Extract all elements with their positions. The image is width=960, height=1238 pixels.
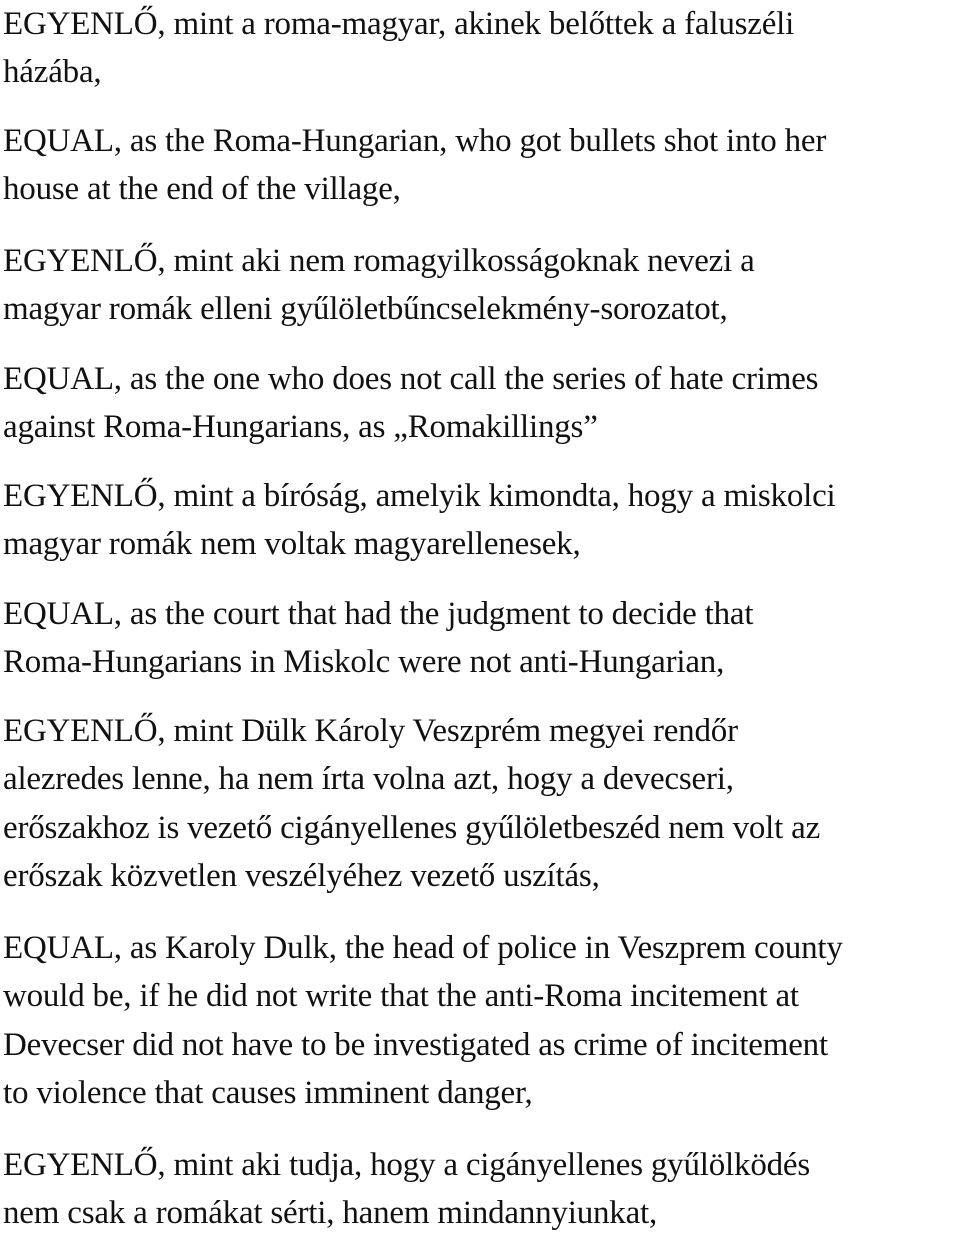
text-line: alezredes lenne, ha nem írta volna azt, hogy a devecseri, [3, 761, 734, 798]
text-line: would be, if he did not write that the anti-Roma incitement at [3, 978, 799, 1015]
text-line: EGYENLŐ, mint a bíróság, amelyik kimondta, hogy a miskolci [3, 478, 836, 514]
paragraph-en-4 [3, 924, 843, 1118]
text-line: EQUAL, as Karoly Dulk, the head of police in Veszprem county [3, 930, 843, 966]
paragraph-en-3 [3, 590, 753, 687]
paragraph-hu-5 [3, 1141, 810, 1238]
paragraph-en-1 [3, 117, 826, 214]
text-line: house at the end of the village, [3, 171, 401, 208]
paragraph-hu-3 [3, 472, 836, 569]
text-line: házába, [3, 54, 102, 91]
text-line: EGYENLŐ, mint a roma-magyar, akinek belőttek a faluszéli [3, 6, 795, 42]
text-line: magyar romák nem voltak magyarellenesek, [3, 526, 581, 563]
text-line: EQUAL, as the Roma-Hungarian, who got bullets shot into her [3, 123, 827, 159]
paragraph-hu-2 [3, 237, 755, 334]
text-line: EQUAL, as the one who does not call the series of hate crimes [3, 361, 819, 397]
text-line: erőszak közvetlen veszélyéhez vezető uszítás, [3, 858, 600, 895]
text-line: magyar romák elleni gyűlöletbűncselekmény-sorozatot, [3, 291, 728, 328]
text-line: EGYENLŐ, mint aki tudja, hogy a cigányellenes gyűlölködés [3, 1147, 811, 1183]
paragraph-en-2 [3, 355, 818, 452]
text-line: erőszakhoz is vezető cigányellenes gyűlöletbeszéd nem volt az [3, 809, 821, 846]
text-line: nem csak a romákat sérti, hanem mindannyiunkat, [3, 1195, 658, 1232]
text-line: Devecser did not have to be investigated as crime of incitement [3, 1026, 828, 1063]
paragraph-hu-1 [3, 0, 794, 97]
text-line: EGYENLŐ, mint aki nem romagyilkosságoknak nevezi a [3, 243, 755, 279]
text-line: EQUAL, as the court that had the judgment to decide that [3, 596, 754, 632]
text-line: EGYENLŐ, mint Dülk Károly Veszprém megyei rendőr [3, 713, 738, 749]
paragraph-hu-4 [3, 707, 820, 901]
text-line: against Roma-Hungarians, as „Romakillings” [3, 409, 598, 446]
text-line: to violence that causes imminent danger, [3, 1075, 533, 1112]
text-line: Roma-Hungarians in Miskolc were not anti-Hungarian, [3, 644, 725, 681]
